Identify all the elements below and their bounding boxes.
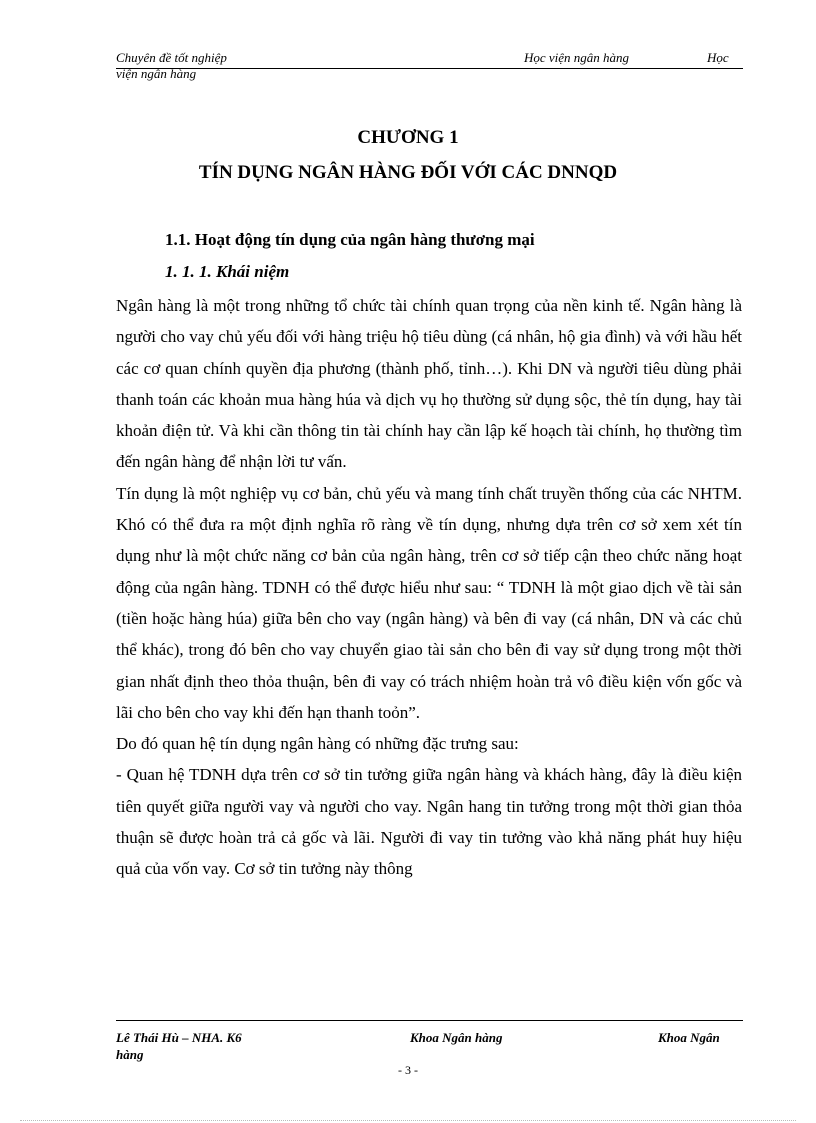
footer-left: Lê Thái Hù – NHA. K6 <box>116 1030 242 1045</box>
page-break-divider <box>20 1120 796 1121</box>
footer-right: Khoa Ngân <box>658 1030 720 1045</box>
chapter-number: CHƯƠNG 1 <box>357 127 459 148</box>
paragraph: Ngân hàng là một trong những tổ chức tài chính quan trọng của nền kinh tế. Ngân hàng là người cho vay chủ yếu đối với hàng triệu hộ tiêu dùng (cá nhân, hộ gia đình) và với hầu hết các cơ quan chính quyền địa phương (thành phố, tỉnh…). Khi DN và người tiêu dùng phải thanh toán các khoản mua hàng húa và dịch vụ họ thường sử dụng sộc, thẻ tín dụng, hay tài khoản điện tử. Và khi cần thông tin tài chính hay cần lập kế hoạch tài chính, họ thường tìm đến ngân hàng để nhận lời tư vấn. <box>116 296 742 472</box>
paragraph: Do đó quan hệ tín dụng ngân hàng có những đặc trưng sau: <box>116 734 519 754</box>
chapter-title: TÍN DỤNG NGÂN HÀNG ĐỐI VỚI CÁC DNNQD <box>198 162 618 183</box>
page-number: - 3 - <box>398 1063 418 1077</box>
header-right: Học <box>707 50 729 65</box>
body-text <box>116 290 742 885</box>
header-wrap: viện ngân hàng <box>116 66 197 81</box>
footer-wrap: hàng <box>116 1047 144 1062</box>
section-heading: 1.1. Hoạt động tín dụng của ngân hàng thương mại <box>165 230 535 249</box>
paragraph: - Quan hệ TDNH dựa trên cơ sở tin tưởng giữa ngân hàng và khách hàng, đây là điều kiện tiên quyết giữa người vay và người cho vay. Ngân hang tin tưởng trong một thời gian thỏa thuận sẽ được hoàn trả cả gốc và lãi. Người đi vay tin tưởng vào khả năng phát huy hiệu quả của vốn vay. Cơ sở tin tưởng này thông <box>116 765 742 879</box>
footer-center: Khoa Ngân hàng <box>410 1030 503 1045</box>
header-left: Chuyên đề tốt nghiệp <box>116 50 227 65</box>
footer-divider <box>116 1020 743 1021</box>
header-center: Học viện ngân hàng <box>524 50 630 65</box>
paragraph: Tín dụng là một nghiệp vụ cơ bản, chủ yếu và mang tính chất truyền thống của các NHTM. Khó có thể đưa ra một định nghĩa rõ ràng về tín dụng, nhưng dựa trên cơ sở xem xét tín dụng như là một chức năng cơ bản của ngân hàng, trên cơ sở tiếp cận theo chức năng hoạt động của ngân hàng. TDNH có thể được hiểu như sau: “ TDNH là một giao dịch về tài sản (tiền hoặc hàng húa) giữa bên cho vay (ngân hàng) và bên đi vay (cá nhân, DN và các chủ thể khác), trong đó bên cho vay chuyển giao tài sản cho bên đi vay sử dụng trong một thời gian nhất định theo thỏa thuận, bên đi vay có trách nhiệm hoàn trả vô điều kiện vốn gốc và lãi cho bên cho vay khi đến hạn thanh toỏn”. <box>116 483 742 722</box>
page-header <box>116 48 743 69</box>
section-subheading: 1. 1. 1. Khái niệm <box>165 262 290 281</box>
